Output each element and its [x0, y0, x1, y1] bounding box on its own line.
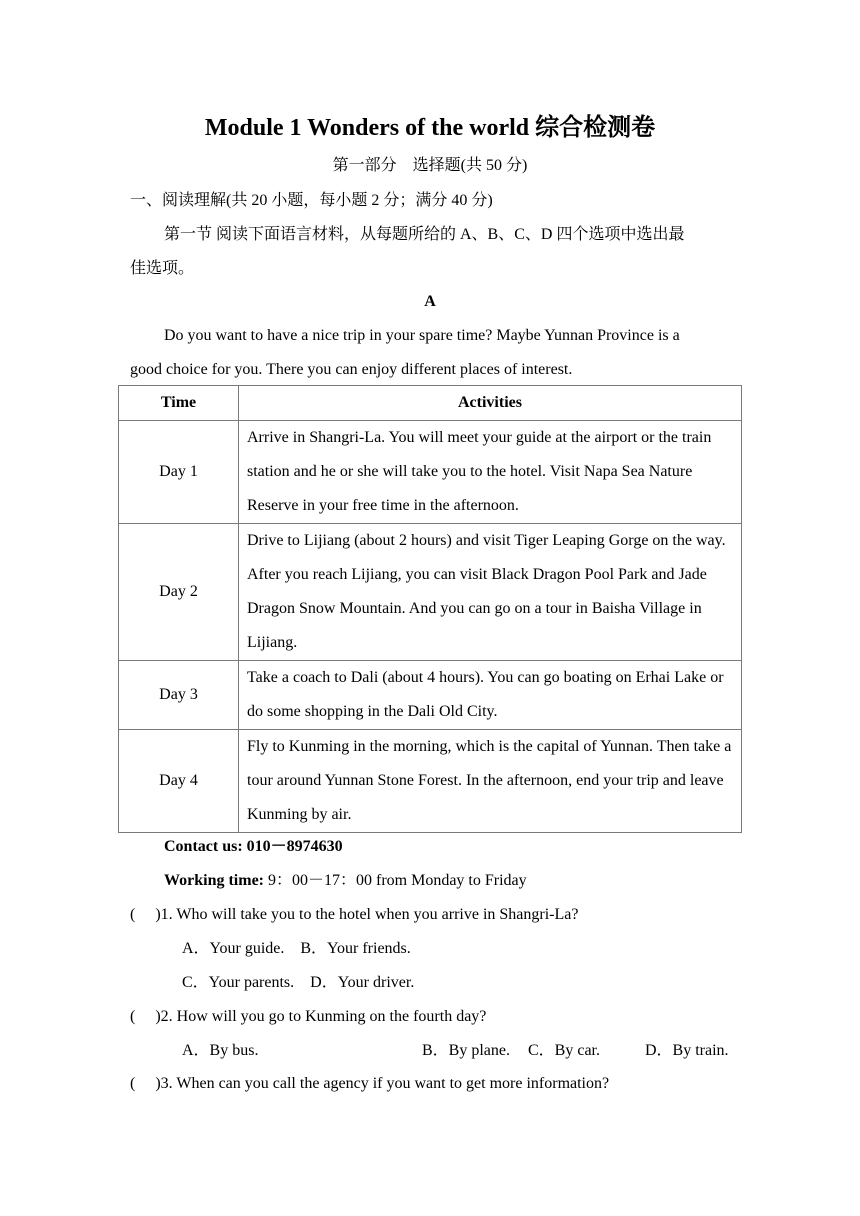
table-row: [119, 421, 742, 524]
contact-label: Contact us:: [164, 838, 243, 855]
day-cell: Day 2: [119, 524, 239, 661]
question-1-options-row-1: A．Your guide. B．Your friends.: [182, 940, 411, 957]
table-row: [119, 661, 742, 730]
activity-cell: Arrive in Shangri-La. You will meet your guide at the airport or the train station and he or she will take you to the hotel. Visit Napa Sea Nature Reserve in your free time in the afternoon.: [239, 421, 742, 524]
page-title: Module 1 Wonders of the world 综合检测卷: [204, 115, 656, 141]
activity-cell: Take a coach to Dali (about 4 hours). You can go boating on Erhai Lake or do some shopping in the Dali Old City.: [239, 661, 742, 730]
table-row: [119, 730, 742, 833]
activity-cell: Drive to Lijiang (about 2 hours) and visit Tiger Leaping Gorge on the way. After you reach Lijiang, you can visit Black Dragon Pool Park and Jade Dragon Snow Mountain. And you can go on a tour in Baisha Village in Lijiang.: [239, 524, 742, 661]
schedule-table: [118, 385, 742, 833]
question-2-option-d: D．By train.: [645, 1042, 729, 1059]
passage-label: A: [424, 293, 436, 310]
contact-line: [164, 836, 343, 858]
day-cell: Day 4: [119, 730, 239, 833]
instruction-line-2: 佳选项。: [130, 260, 195, 277]
question-3-stem: ( )3. When can you call the agency if you want to get more information?: [130, 1075, 610, 1092]
working-time-line: [164, 870, 527, 892]
working-time-label: Working time:: [164, 872, 264, 889]
table-row: [119, 524, 742, 661]
column-header-activities: Activities: [239, 386, 742, 421]
question-2-option-a: A．By bus.: [182, 1042, 259, 1059]
question-2-option-b: B．By plane.: [422, 1042, 510, 1059]
table-header-row: [119, 386, 742, 421]
question-1-stem: ( )1. Who will take you to the hotel when you arrive in Shangri-La?: [130, 906, 579, 923]
section-heading: 一、阅读理解(共 20 小题，每小题 2 分；满分 40 分): [130, 192, 493, 209]
intro-line-2: good choice for you. There you can enjoy different places of interest.: [130, 361, 573, 378]
question-2-option-c: C．By car.: [528, 1042, 600, 1059]
working-time-value: 9：00－17：00 from Monday to Friday: [264, 872, 527, 889]
question-2-stem: ( )2. How will you go to Kunming on the fourth day?: [130, 1008, 487, 1025]
column-header-time: Time: [119, 386, 239, 421]
part-heading: 第一部分 选择题(共 50 分): [332, 157, 528, 174]
question-1-options-row-2: C．Your parents. D．Your driver.: [182, 974, 415, 991]
day-cell: Day 3: [119, 661, 239, 730]
instruction-line-1: 第一节 阅读下面语言材料，从每题所给的 A、B、C、D 四个选项中选出最: [164, 226, 685, 243]
day-cell: Day 1: [119, 421, 239, 524]
intro-line-1: Do you want to have a nice trip in your spare time? Maybe Yunnan Province is a: [164, 327, 680, 344]
activity-cell: Fly to Kunming in the morning, which is the capital of Yunnan. Then take a tour around Yunnan Stone Forest. In the afternoon, end your trip and leave Kunming by air.: [239, 730, 742, 833]
contact-phone: 010－8974630: [242, 838, 343, 855]
